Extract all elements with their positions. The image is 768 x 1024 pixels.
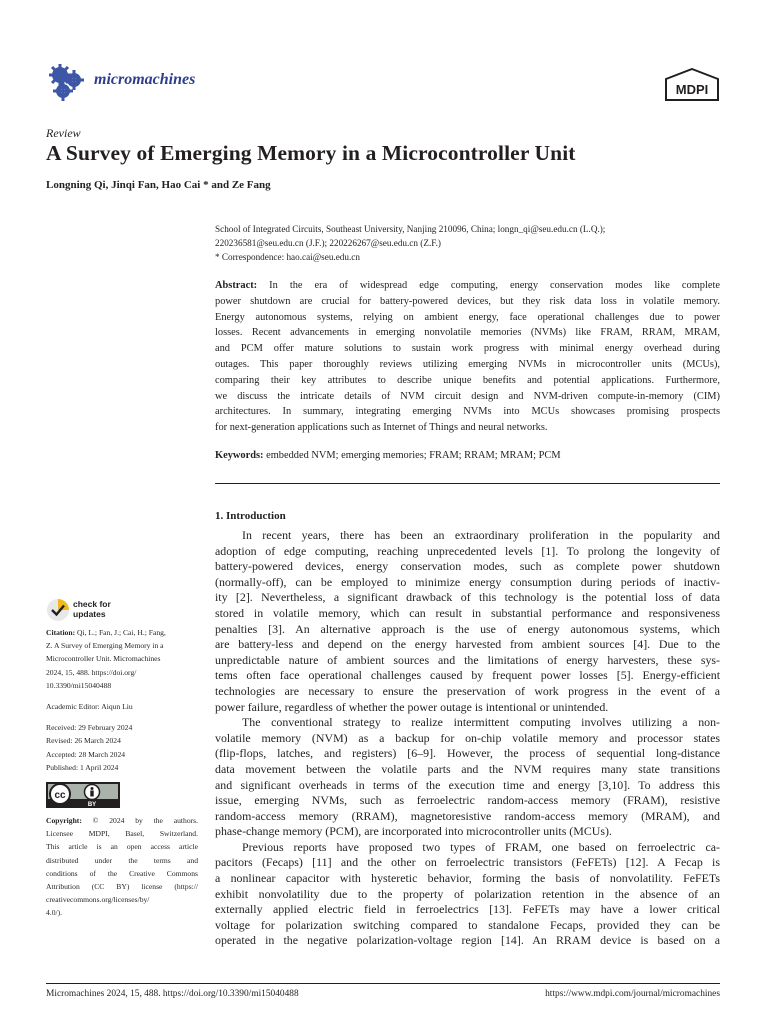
body-line: In recent years, there has been an extraordinary proliferation in the popularity and: [242, 528, 720, 542]
body-text: [215, 528, 720, 949]
body-line: battery-powered devices, energy conservation modes, such as complete power shutdown: [215, 559, 720, 574]
body-line: random-access memory (RRAM), magnetoresistive random-access memory (MRAM), and: [215, 808, 720, 823]
footer-citation: Micromachines 2024, 15, 488. https://doi.org/10.3390/mi15040488: [46, 989, 299, 999]
journal-name: micromachines: [94, 71, 196, 88]
copyright-line: Licensee MDPI, Basel, Switzerland.: [46, 829, 198, 839]
body-line: adoption of edge computing, reaching unprecedented levels [1]. To prolong the longevity of: [215, 543, 720, 558]
date-line: Received: 29 February 2024: [46, 723, 133, 733]
body-line: operated in the negative polarization-voltage region [14]. An RRAM device is based on a: [215, 933, 720, 948]
citation: [46, 626, 198, 692]
abstract: [215, 278, 720, 436]
body-line: power failure, regardless of whether the power outage is intentional or unintended.: [215, 699, 609, 714]
cc-by-license-icon[interactable]: [46, 782, 120, 808]
correspondence-email[interactable]: hao.cai@seu.edu.cn: [286, 252, 360, 262]
abstract-text: In the era of widespread edge computing, energy conservation modes like complete: [257, 280, 720, 291]
body-line: technologies are necessary to ensure the preservation of work progress in the event of a: [215, 683, 720, 698]
body-line: volatile memory (NVM) as a backup for on-chip volatile memory and processor states: [215, 730, 720, 745]
affiliation-line: School of Integrated Circuits, Southeast University, Nanjing 210096, China; longn_qi@seu.edu.cn (L.Q.);: [215, 224, 606, 234]
abstract-line: losses. Recent advancements in emerging nonvolatile memories (NVMs) like FRAM, RRAM, MRAM,: [215, 327, 720, 339]
keywords-label: Keywords:: [215, 450, 264, 461]
affiliation-line: 220236581@seu.edu.cn (J.F.); 220226267@seu.edu.cn (Z.F.): [215, 238, 441, 248]
body-line: and significant overheads in terms of the execution time and energy [3,10]. To address this: [215, 777, 720, 792]
dates: [46, 721, 198, 774]
copyright-label: Copyright:: [46, 816, 82, 826]
body-line: (flip-flops, latches, and registers) [6–9]. However, the process of sequential long-distance: [215, 746, 720, 761]
correspondence: [215, 250, 720, 264]
copyright-line: conditions of the Creative Commons: [46, 868, 198, 878]
date-line: Revised: 26 March 2024: [46, 736, 121, 746]
abstract-line: we discuss the intricate details of NVM circuit design and NVM-driven compute-in-memory (CIM): [215, 390, 720, 402]
citation-line: [46, 626, 198, 639]
mdpi-logo-icon: [664, 68, 720, 102]
abstract-line: Energy autonomous systems, relying on ambient energy, face operational challenges due to power: [215, 311, 720, 323]
by-label: BY: [87, 802, 97, 809]
check-for-updates-button[interactable]: [46, 598, 126, 624]
body-line: are battery-less and depend on the energy harvested from ambient sources [4]. Due to the: [215, 637, 720, 652]
article-type: Review: [46, 126, 81, 140]
abstract-label: Abstract:: [215, 280, 258, 291]
citation-text: Qi, L.; Fan, J.; Cai, H.; Fang,: [75, 628, 166, 637]
body-line: pacitors (Fecaps) [11] and the other on ferroelectric transistors (FeFETs) [12]. A Fecap is: [215, 855, 720, 870]
body-line: Previous reports have proposed two types of FRAM, one based on ferroelectric ca-: [242, 839, 720, 854]
body-line: issue, emerging NVMs, such as ferroelectric random-access memory (FRAM), resistive: [215, 793, 720, 808]
page-title: A Survey of Emerging Memory in a Microcontroller Unit: [46, 141, 576, 165]
copyright-line: 4.0/).: [46, 908, 63, 918]
check-updates-icon: [46, 598, 70, 622]
copyright: [46, 814, 198, 920]
date-line: Accepted: 28 March 2024: [46, 749, 126, 759]
check-updates-line: updates: [73, 609, 106, 619]
body-line: exhibit nonvolatility due to the property of polarization retention in the absence of an: [215, 886, 720, 901]
body-line: The conventional strategy to realize intermittent computing involves utilizing a non-: [242, 715, 720, 730]
body-line: voltage for polarization switching compared to standalone Fecaps, provided they can be: [215, 917, 720, 932]
abstract-line: architectures. In summary, integrating emerging NVMs into MCUs showcases promising prospects: [215, 406, 720, 418]
body-line: phase-change memory (PCM), are incorporated into microcontroller units (MCUs).: [215, 824, 612, 839]
journal-logo-icon: [46, 62, 86, 102]
copyright-line: Attribution (CC BY) license (https://: [46, 882, 198, 892]
body-line: a nonlinear capacitor with hysteretic behavior, forming the basis of nonvolatility. FeFETs: [215, 871, 720, 886]
body-line: externally applied electric field in ferroelectrics [13]. FeFETs may have a lower critical: [215, 902, 720, 917]
section-heading: 1. Introduction: [215, 510, 286, 522]
citation-line: Z. A Survey of Emerging Memory in a: [46, 641, 164, 651]
citation-line: 2024, 15, 488. https://doi.org/: [46, 667, 137, 677]
affiliation: [215, 222, 720, 264]
body-line: stored in volatile memory, which can result in substantial performance and responsiveness: [215, 605, 720, 620]
citation-line: 10.3390/mi15040488: [46, 680, 112, 690]
footer-journal-link[interactable]: https://www.mdpi.com/journal/micromachines: [545, 989, 720, 999]
abstract-line: power shutdown are crucial for battery-powered devices, but they risk data loss in volatile memory.: [215, 295, 720, 307]
copyright-line: This article is an open access article: [46, 842, 198, 852]
footer-divider: [46, 983, 720, 984]
date-line: Published: 1 April 2024: [46, 762, 119, 772]
publisher-name: MDPI: [675, 82, 709, 97]
body-line: unpredictable nature of ambient sources and the limitations of energy harvesters, these sys-: [215, 652, 720, 667]
body-line: ity [2]. Nevertheless, a significant drawback of this technology is the potential loss of data: [215, 590, 720, 605]
body-line: tems often face operational challenges caused by frequent power losses [5]. Energy-efficient: [215, 668, 720, 683]
check-updates-line: check for: [73, 599, 111, 609]
authors: Longning Qi, Jinqi Fan, Hao Cai * and Ze Fang: [46, 179, 271, 191]
copyright-line: distributed under the terms and: [46, 855, 198, 865]
citation-line: Microcontroller Unit. Micromachines: [46, 654, 161, 664]
copyright-line: creativecommons.org/licenses/by/: [46, 895, 150, 905]
body-line: data movement between the volatile parts and the NVM requires many state transitions: [215, 761, 720, 776]
abstract-line: outages. This paper thoroughly reviews utilizing emerging NVMs in microcontroller units (MCUs),: [215, 358, 720, 370]
correspondence-label: * Correspondence:: [215, 252, 285, 262]
abstract-line: for next-generation applications such as Internet of Things and neural networks.: [215, 422, 548, 434]
academic-editor: Academic Editor: Aiqun Liu: [46, 702, 133, 712]
sidebar: [46, 626, 198, 920]
divider: [215, 483, 720, 484]
abstract-line: comparing their key attributes to describe unique benefits and potential applications. Furthermore,: [215, 374, 720, 386]
keywords-text: embedded NVM; emerging memories; FRAM; RRAM; MRAM; PCM: [266, 450, 561, 461]
copyright-line: [46, 814, 198, 827]
copyright-text: © 2024 by the authors.: [81, 816, 198, 826]
cc-label: cc: [54, 790, 66, 802]
abstract-line: and PCM offer mature solutions to sustain work progress with minimal energy overhead during: [215, 343, 720, 355]
citation-label: Citation:: [46, 628, 76, 637]
body-line: penalties [3]. An alternative approach is the use of energy autonomous systems, which: [215, 621, 720, 636]
keywords: [215, 450, 561, 461]
body-line: (normally-off), can be employed to minimize energy consumption during periods of inactiv-: [215, 574, 720, 589]
abstract-line: [215, 278, 720, 294]
